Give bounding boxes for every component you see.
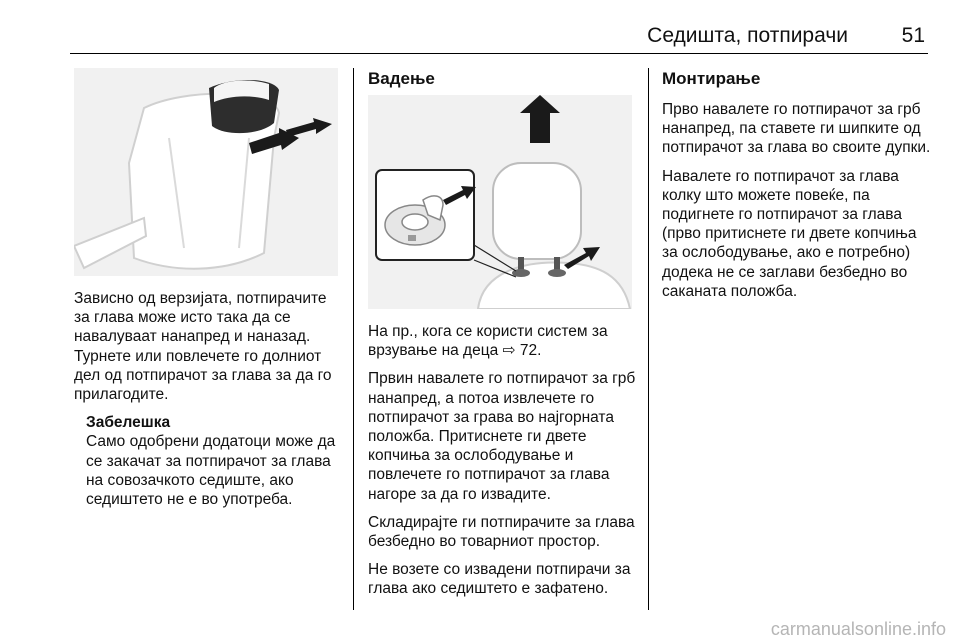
seat-headrest-illustration [74,68,338,276]
column-divider-right [648,68,649,610]
paragraph-install-2: Навалете го потпирачот за глава колку што можете повеќе, па подигнете го потпирачот за глава (прво притиснете ги двете копчиња за ослободување, ако е потребно) додека не се заглави безбедно во саканата положба. [662,167,917,300]
reference-arrow-icon: ⇨ [502,342,516,360]
paragraph-removal-steps: Првин навалете го потпирачот за грб нанапред, а потоа извлечете го потпирачот за грава во најгорната положба. Притиснете ги двете копчиња за ослободување и повлечете го потпирачот за глава нагоре за да го извадите. [368,370,636,503]
figure-seat-headrest-tilt [74,68,338,276]
column-divider-left [353,68,354,610]
column-1 [74,289,344,509]
note-block [86,413,344,509]
column-2-text [368,322,642,608]
section-heading-removal: Вадење [368,69,435,88]
page-header [70,24,928,48]
page-reference[interactable]: 72. [519,342,542,360]
watermark: carmanualsonline.info [770,619,946,639]
paragraph-child-seat [368,322,642,360]
section-heading-installation: Монтирање [662,69,761,88]
note-heading: Забелешка [86,414,171,432]
intro-paragraph: Зависно од верзијата, потпирачите за глава може исто така да се навалуваат нанапред и наназад. Турнете или повлечете го долниот дел од потпирачот за глава за да го прилагодите. [74,290,332,404]
paragraph-child-seat-text: На пр., кога се користи систем за врзување на деца [368,323,608,360]
paragraph-install-1: Прво навалете го потпирачот за грб нанапред, па ставете ги шипките од потпирачот за глава во своите дупки. [662,101,931,157]
paragraph-warning: Не возете со извадени потпирачи за глава ако седиштето е зафатено. [368,561,631,598]
note-text: Само одобрени додатоци може да се закачат за потпирачот за глава на совозачкото седиште, ако седиштето не е во употреба. [86,433,336,509]
page-number: 51 [901,24,925,47]
header-rule [70,53,928,54]
page-title: Седишта, потпирачи [647,24,848,47]
column-3 [662,68,932,310]
figure-headrest-removal [368,95,632,309]
paragraph-storage: Складирајте ги потпирачите за глава безбедно во товарниот простор. [368,513,635,551]
headrest-removal-illustration [368,95,632,309]
